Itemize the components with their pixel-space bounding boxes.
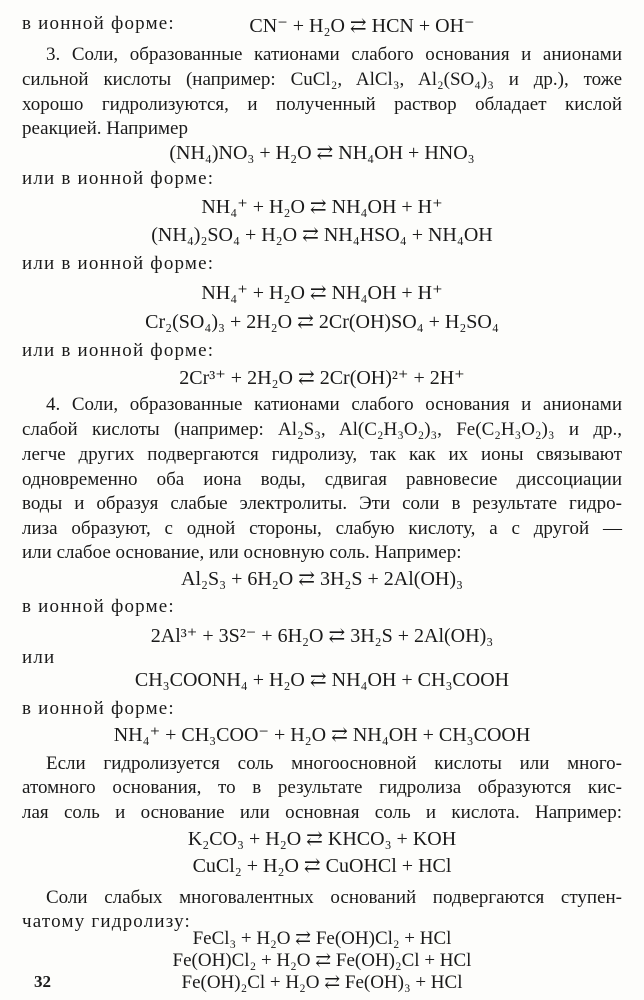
text-line: или в ионной форме:	[22, 340, 215, 361]
text-line: хорошо гидролизуются, и полученный раствор обладает кислой	[22, 94, 622, 115]
page-number: 32	[34, 972, 51, 991]
equation: CH₃COONH₄ + H₂O ⇄ NH₄OH + CH₃COOH	[134, 669, 510, 691]
equation: Fe(OH)₂Cl + H₂O ⇄ Fe(OH)₃ + HCl	[181, 972, 463, 993]
text-line: атомного основания, то в результате гидролиза образуются кис-	[22, 777, 622, 798]
equation: K₂CO₃ + H₂O ⇄ KHCO₃ + KOH	[187, 828, 457, 850]
text-line: или в ионной форме:	[22, 253, 215, 274]
text-line: Соли слабых многовалентных оснований подвергаются ступен-	[46, 887, 622, 908]
equation: NH₄⁺ + CH₃COO⁻ + H₂O ⇄ NH₄OH + CH₃COOH	[113, 724, 531, 746]
equation: FeCl₃ + H₂O ⇄ Fe(OH)Cl₂ + HCl	[192, 928, 452, 949]
equation: Fe(OH)Cl₂ + H₂O ⇄ Fe(OH)₂Cl + HCl	[172, 950, 472, 971]
text-line: одновременно оба иона воды, сдвигая равновесие диссоциации	[22, 469, 622, 490]
text-line: в ионной форме:	[22, 698, 175, 719]
equation: 2Al³⁺ + 3S²⁻ + 6H₂O ⇄ 3H₂S + 2Al(OH)₃	[150, 625, 494, 647]
text-line: или слабое основание, или основную соль. Например:	[22, 542, 462, 563]
equation: 2Cr³⁺ + 2H₂O ⇄ 2Cr(OH)²⁺ + 2H⁺	[179, 367, 465, 389]
text-line: сильной кислоты (например: CuCl₂, AlCl₃, Al₂(SO₄)₃ и др.), тоже	[22, 69, 622, 90]
text-line: в ионной форме:	[22, 596, 175, 617]
equation: Al₂S₃ + 6H₂O ⇄ 3H₂S + 2Al(OH)₃	[181, 568, 463, 590]
text-line: воды и образуя слабые электролиты. Эти соли в результате гидро-	[22, 493, 622, 514]
text-line: чатому гидролизу:	[22, 911, 192, 932]
text-line: Если гидролизуется соль многоосновной кислоты или много-	[46, 753, 622, 774]
text-line: лиза образуют, с одной стороны, слабую кислоту, а с другой —	[22, 518, 622, 539]
equation: Cr₂(SO₄)₃ + 2H₂O ⇄ 2Cr(OH)SO₄ + H₂SO₄	[145, 311, 499, 333]
text-line: или в ионной форме:	[22, 168, 215, 189]
text-line: легче других подвергаются гидролизу, так как их ионы связывают	[22, 444, 622, 465]
text-line: 4. Соли, образованные катионами слабого основания и анионами	[46, 394, 622, 415]
text-line: слабой кислоты (например: Al₂S₃, Al(C₂H₃O₂)₃, Fe(C₂H₃O₂)₃ и др.,	[22, 419, 622, 440]
equation: NH₄⁺ + H₂O ⇄ NH₄OH + H⁺	[201, 282, 443, 304]
text-line: или	[22, 647, 56, 668]
text-line: в ионной форме:	[22, 13, 175, 34]
text-line: реакцией. Например	[22, 118, 188, 139]
equation: NH₄⁺ + H₂O ⇄ NH₄OH + H⁺	[201, 196, 443, 218]
equation: CuCl₂ + H₂O ⇄ CuOHCl + HCl	[192, 855, 452, 877]
equation: (NH₄)₂SO₄ + H₂O ⇄ NH₄HSO₄ + NH₄OH	[151, 224, 493, 246]
equation: (NH₄)NO₃ + H₂O ⇄ NH₄OH + HNO₃	[169, 142, 475, 164]
text-line: лая соль и основание или основная соль и кислота. Например:	[22, 802, 622, 823]
equation: CN⁻ + H₂O ⇄ HCN + OH⁻	[249, 15, 475, 37]
text-line: 3. Соли, образованные катионами слабого основания и анионами	[46, 44, 622, 65]
